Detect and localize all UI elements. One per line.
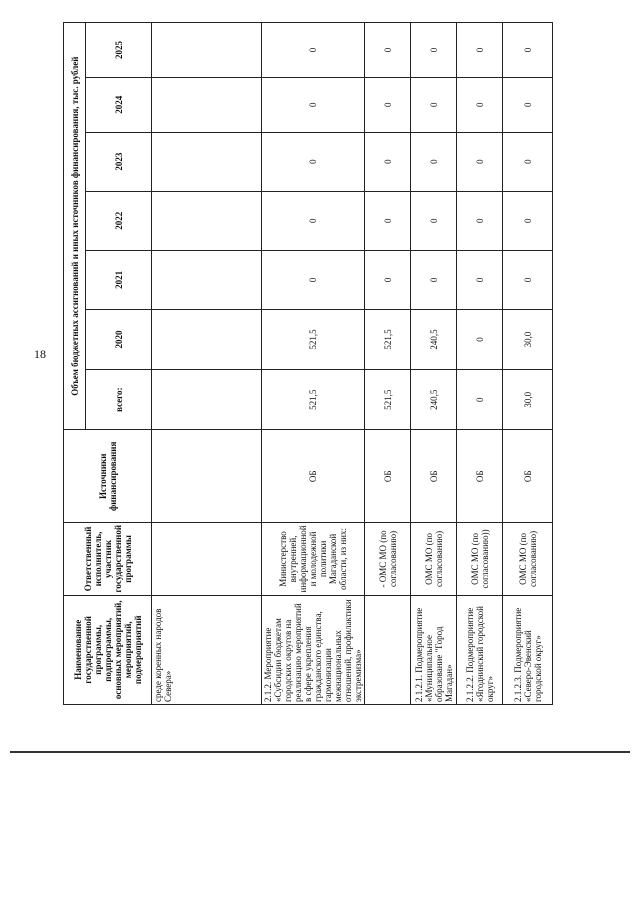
header-row <box>64 23 86 705</box>
table-row <box>411 23 457 705</box>
col-header-name: Наименование государственной программы, подпрограммы, основных мероприятий, мероприятий, подмероприятий <box>64 595 152 704</box>
year-header: 2022 <box>86 191 152 250</box>
value-cell: 240,5 <box>411 370 457 430</box>
value-cell: 0 <box>262 77 365 132</box>
value-cell: 0 <box>503 132 553 191</box>
value-cell: 0 <box>457 250 503 309</box>
year-header: 2025 <box>86 23 152 78</box>
row-name: 2.1.2.1. Подмероприятие «Муниципальное образование "Город Магадан» <box>411 595 457 704</box>
value-cell: 30,0 <box>503 309 553 369</box>
value-cell: 0 <box>411 132 457 191</box>
value-cell: 240,5 <box>411 309 457 369</box>
value-cell: 0 <box>365 132 411 191</box>
row-executor: - ОМС МО (по согласованию) <box>365 523 411 595</box>
row-name: 2.1.2.2. Подмероприятие «Ягоднинский городской округ» <box>457 595 503 704</box>
row-name <box>365 595 411 704</box>
value-cell: 521,5 <box>262 309 365 369</box>
value-cell: 0 <box>262 191 365 250</box>
value-cell: 0 <box>365 191 411 250</box>
value-cell: 0 <box>503 250 553 309</box>
value-cell <box>152 250 262 309</box>
row-executor: Министерство внутренней, информационной и молодежной политики Магаданской области, из них: <box>262 523 365 595</box>
value-cell: 0 <box>457 23 503 78</box>
value-cell <box>152 132 262 191</box>
row-source <box>152 430 262 523</box>
row-executor: ОМС МО (по согласованию) <box>411 523 457 595</box>
value-cell: 0 <box>262 23 365 78</box>
value-cell: 0 <box>411 250 457 309</box>
row-executor: ОМС МО (по согласованию) <box>503 523 553 595</box>
row-source: ОБ <box>365 430 411 523</box>
year-header: 2023 <box>86 132 152 191</box>
budget-table <box>63 22 553 705</box>
value-cell: 521,5 <box>262 370 365 430</box>
row-source: ОБ <box>262 430 365 523</box>
rotated-table-wrapper <box>63 22 623 705</box>
value-cell: 0 <box>365 250 411 309</box>
value-cell: 0 <box>457 309 503 369</box>
row-executor <box>152 523 262 595</box>
value-cell: 0 <box>365 23 411 78</box>
row-source: ОБ <box>503 430 553 523</box>
page-number: 18 <box>34 347 46 361</box>
year-header: 2021 <box>86 250 152 309</box>
col-header-executor: Ответственный исполнитель, участник государственной программы <box>64 523 152 595</box>
value-cell: 0 <box>503 191 553 250</box>
row-name: 2.1.2. Мероприятие «Субсидии бюджетам городских округов на реализацию мероприятий в сфере укрепления гражданского единства, гармонизации межнациональных отношений, профилактики экстремизма» <box>262 595 365 704</box>
row-name: среде коренных народов Севера» <box>152 595 262 704</box>
value-cell: 0 <box>365 77 411 132</box>
scan-edge-line <box>10 751 630 753</box>
value-cell: 0 <box>411 23 457 78</box>
value-cell <box>152 370 262 430</box>
table-row <box>262 23 365 705</box>
row-name: 2.1.2.3. Подмероприятие «Северо-Эвенский городской округ» <box>503 595 553 704</box>
value-cell: 0 <box>457 77 503 132</box>
value-cell <box>152 191 262 250</box>
table-row <box>152 23 262 705</box>
value-cell <box>152 77 262 132</box>
value-cell <box>152 309 262 369</box>
value-cell: 30,0 <box>503 370 553 430</box>
row-executor: ОМС МО (по согласованию)) <box>457 523 503 595</box>
value-cell: 0 <box>411 77 457 132</box>
col-header-source: Источники финансирования <box>64 430 152 523</box>
value-cell: 0 <box>411 191 457 250</box>
value-cell: 521,5 <box>365 309 411 369</box>
value-cell: 0 <box>262 132 365 191</box>
year-header: 2020 <box>86 309 152 369</box>
table-row <box>365 23 411 705</box>
value-cell: 0 <box>457 370 503 430</box>
row-source: ОБ <box>411 430 457 523</box>
value-cell <box>152 23 262 78</box>
row-source: ОБ <box>457 430 503 523</box>
value-cell: 0 <box>262 250 365 309</box>
value-cell: 0 <box>457 191 503 250</box>
value-cell: 0 <box>503 77 553 132</box>
value-cell: 521,5 <box>365 370 411 430</box>
table-row <box>457 23 503 705</box>
year-header: 2024 <box>86 77 152 132</box>
value-cell: 0 <box>457 132 503 191</box>
table-row <box>503 23 553 705</box>
col-header-budget: Объем бюджетных ассигнований и иных источников финансирования, тыс. рублей <box>64 23 86 430</box>
value-cell: 0 <box>503 23 553 78</box>
year-header: всего: <box>86 370 152 430</box>
